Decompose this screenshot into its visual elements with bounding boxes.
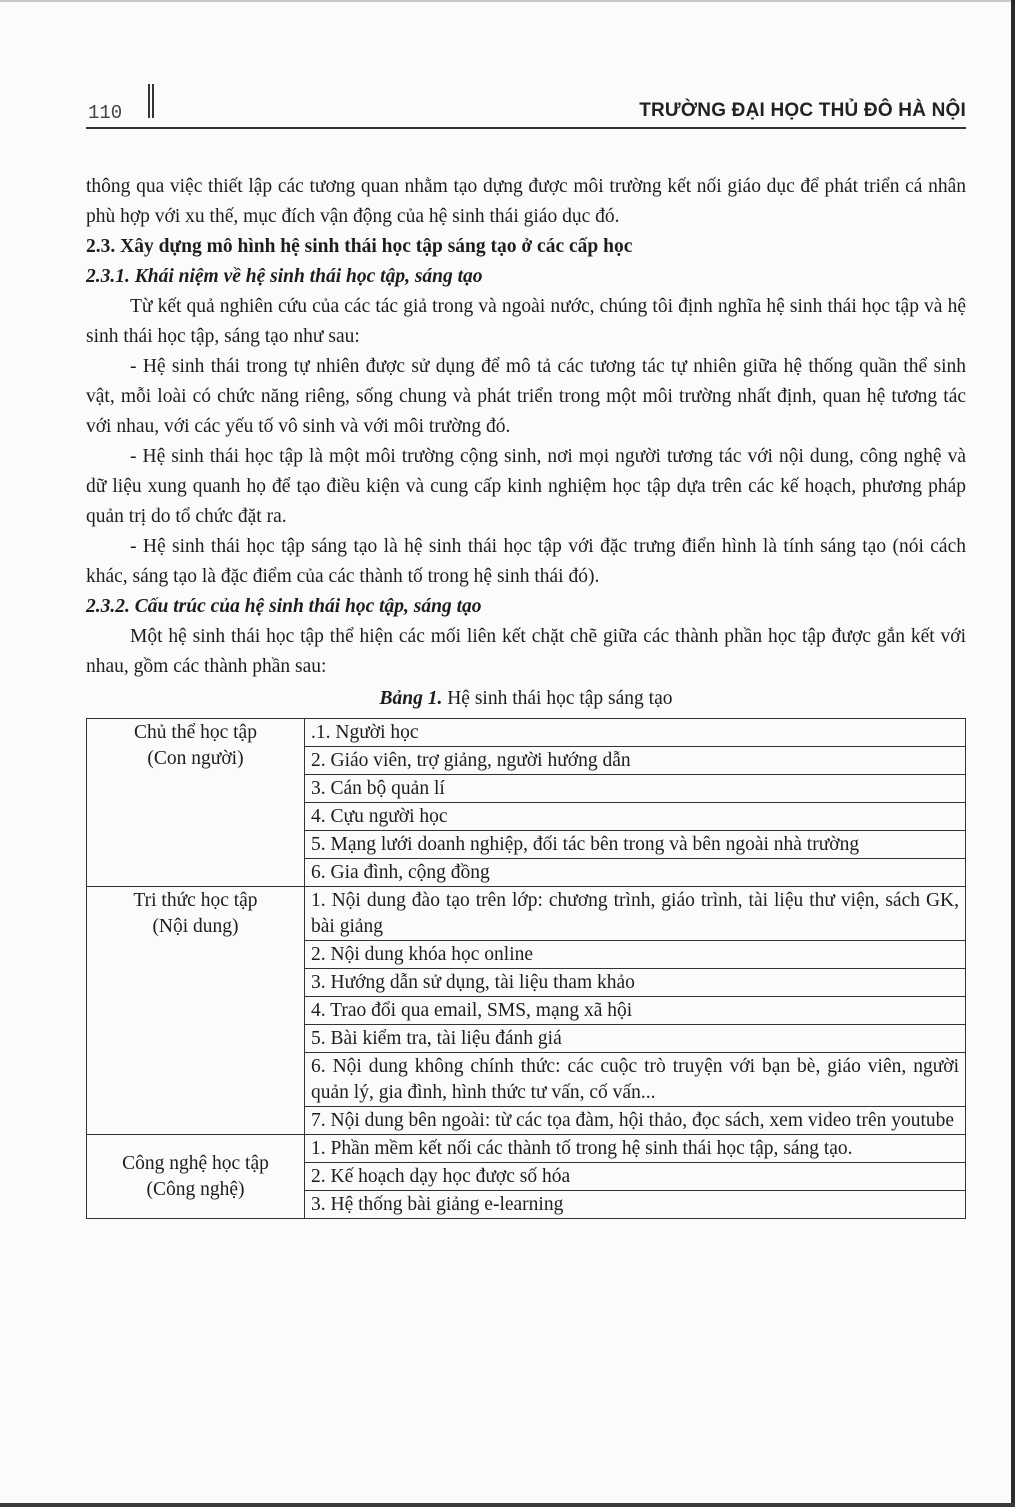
paragraph: - Hệ sinh thái học tập sáng tạo là hệ sinh thái học tập với đặc trưng điển hình là tính sáng tạo (nói cách khác, sáng tạo là đặc điểm của các thành tố trong hệ sinh thái đó). — [86, 536, 966, 587]
header-rule — [86, 127, 966, 129]
paragraph: Từ kết quả nghiên cứu của các tác giả trong và ngoài nước, chúng tôi định nghĩa hệ sinh thái học tập và hệ sinh thái học tập, sáng tạo như sau: — [86, 296, 966, 347]
header-divider-mark — [148, 84, 150, 118]
page-header — [86, 96, 966, 130]
group-subname: (Nội dung) — [152, 916, 239, 937]
ecosystem-table — [86, 718, 966, 1219]
table-caption-text: Hệ sinh thái học tập sáng tạo — [442, 688, 673, 709]
group-name: Công nghệ học tập — [122, 1153, 269, 1174]
header-divider-mark — [152, 84, 154, 118]
group-cell-technology — [87, 1135, 305, 1219]
page-bottom-edge — [0, 1503, 1015, 1507]
table-caption — [86, 684, 966, 714]
table-cell: 1. Phần mềm kết nối các thành tố trong hệ sinh thái học tập, sáng tạo. — [305, 1135, 966, 1163]
group-cell-people — [87, 719, 305, 887]
table-cell: 4. Cựu người học — [305, 803, 966, 831]
table-cell: .1. Người học — [305, 719, 966, 747]
page-right-edge — [1011, 0, 1015, 1507]
page-number: 110 — [88, 102, 123, 124]
table-cell: 6. Nội dung không chính thức: các cuộc trò truyện với bạn bè, giáo viên, người quản lý, gia đình, hình thức tư vấn, cố vấn... — [305, 1053, 966, 1107]
table-row — [87, 887, 966, 941]
table-row — [87, 1135, 966, 1163]
paragraph: - Hệ sinh thái trong tự nhiên được sử dụng để mô tả các tương tác tự nhiên giữa hệ thống quần thể sinh vật, mỗi loài có chức năng riêng, sống chung và phát triển trong một môi trường nhất định, quan hệ tương tác với nhau, với các yếu tố vô sinh và với môi trường đó. — [86, 356, 966, 437]
table-caption-label: Bảng 1. — [379, 688, 443, 709]
group-subname: (Công nghệ) — [146, 1179, 245, 1200]
subsection-1-heading: 2.3.1. Khái niệm về hệ sinh thái học tập, sáng tạo — [86, 266, 483, 287]
group-name: Tri thức học tập — [133, 890, 258, 911]
group-name: Chủ thể học tập — [134, 722, 257, 743]
table-cell: 3. Hướng dẫn sử dụng, tài liệu tham khảo — [305, 969, 966, 997]
page-top-edge — [0, 0, 1015, 2]
group-subname: (Con người) — [147, 748, 244, 769]
table-cell: 3. Hệ thống bài giảng e-learning — [305, 1191, 966, 1219]
intro-paragraph: thông qua việc thiết lập các tương quan nhằm tạo dựng được môi trường kết nối giáo dục để phát triển cá nhân phù hợp với xu thế, mục đích vận động của hệ sinh thái giáo dục đó. — [86, 176, 966, 227]
table-cell: 4. Trao đổi qua email, SMS, mạng xã hội — [305, 997, 966, 1025]
table-cell: 2. Giáo viên, trợ giảng, người hướng dẫn — [305, 747, 966, 775]
table-cell: 7. Nội dung bên ngoài: từ các tọa đàm, hội thảo, đọc sách, xem video trên youtube — [305, 1107, 966, 1135]
table-cell: 3. Cán bộ quản lí — [305, 775, 966, 803]
header-title: TRƯỜNG ĐẠI HỌC THỦ ĐÔ HÀ NỘI — [639, 100, 966, 121]
table-row — [87, 719, 966, 747]
table-cell: 5. Mạng lưới doanh nghiệp, đối tác bên trong và bên ngoài nhà trường — [305, 831, 966, 859]
paragraph: - Hệ sinh thái học tập là một môi trường cộng sinh, nơi mọi người tương tác với nội dung, công nghệ và dữ liệu xung quanh họ để tạo điều kiện và cung cấp kinh nghiệm học tập dựa trên các kế hoạch, phương pháp quản trị do tổ chức đặt ra. — [86, 446, 966, 527]
table-cell: 6. Gia đình, cộng đồng — [305, 859, 966, 887]
paragraph: Một hệ sinh thái học tập thể hiện các mối liên kết chặt chẽ giữa các thành phần học tập được gắn kết với nhau, gồm các thành phần sau: — [86, 626, 966, 677]
page-content — [86, 172, 966, 1219]
table-cell: 2. Nội dung khóa học online — [305, 941, 966, 969]
section-heading: 2.3. Xây dựng mô hình hệ sinh thái học tập sáng tạo ở các cấp học — [86, 236, 633, 257]
subsection-2-heading: 2.3.2. Cấu trúc của hệ sinh thái học tập, sáng tạo — [86, 596, 482, 617]
group-cell-content — [87, 887, 305, 1135]
table-cell: 2. Kế hoạch dạy học được số hóa — [305, 1163, 966, 1191]
table-cell: 1. Nội dung đào tạo trên lớp: chương trình, giáo trình, tài liệu thư viện, sách GK, bài giảng — [305, 887, 966, 941]
table-cell: 5. Bài kiểm tra, tài liệu đánh giá — [305, 1025, 966, 1053]
